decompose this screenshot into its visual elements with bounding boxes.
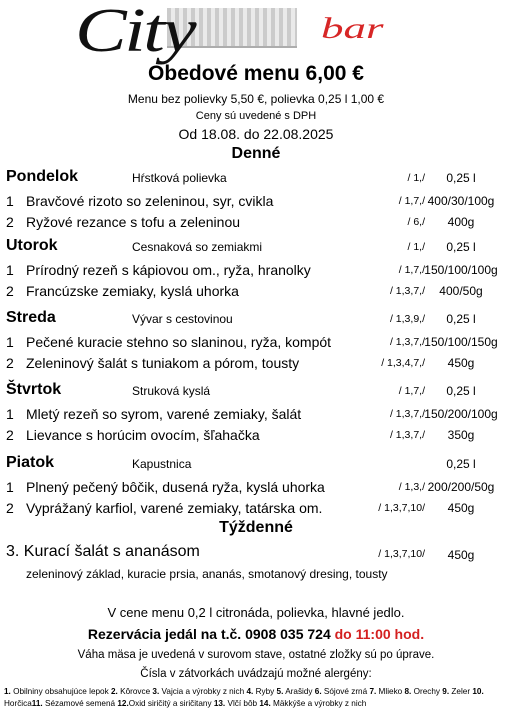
menu-item-number: 1 bbox=[6, 334, 14, 350]
weekly-heading: Týždenné bbox=[219, 519, 293, 536]
soup-name: Vývar s cestovinou bbox=[132, 312, 233, 326]
weekly-description: zeleninový základ, kuracie prsia, ananás, smotanový dresing, tousty bbox=[26, 567, 388, 581]
menu-item-qty: 450g bbox=[447, 501, 475, 515]
allergen-number: 10. bbox=[472, 687, 484, 696]
allergen-name: Ryby bbox=[253, 687, 277, 696]
menu-item-number: 2 bbox=[6, 283, 14, 299]
allergen-number: 8. bbox=[404, 687, 412, 696]
weekly-item-name: 3. Kurací šalát s ananásom bbox=[6, 543, 200, 560]
day-name: Streda bbox=[6, 309, 56, 326]
allergen-name: Horčica bbox=[4, 699, 32, 708]
menu-item-number: 2 bbox=[6, 500, 14, 516]
menu-item-name: Prírodný rezeň s kápiovou om., ryža, hranolky bbox=[26, 262, 311, 278]
soup-qty: 0,25 l bbox=[446, 457, 476, 471]
day-name: Štvrtok bbox=[6, 381, 62, 398]
menu-item-allergens: / 1,3,7,/ bbox=[389, 408, 425, 420]
allergen-number: 3. bbox=[152, 687, 160, 696]
soup-name: Struková kyslá bbox=[132, 384, 211, 398]
menu-item-qty: 150/100/100g bbox=[424, 263, 498, 277]
allergens-note: Čísla v zátvorkách uvádzajú možné alergény: bbox=[140, 668, 372, 680]
menu-item-allergens: / 1,3,7,/ bbox=[389, 285, 425, 297]
allergen-number: 6. bbox=[314, 687, 322, 696]
logo-bar-text: bar bbox=[321, 12, 384, 45]
menu-item bbox=[6, 427, 260, 443]
menu-item bbox=[6, 214, 240, 230]
menu-item-name: Francúzske zemiaky, kyslá uhorka bbox=[26, 283, 239, 299]
menu-item-qty: 200/200/50g bbox=[427, 480, 495, 494]
day-name: Utorok bbox=[6, 237, 58, 254]
menu-item-name: Zeleninový šalát s tuniakom a pórom, tousty bbox=[26, 355, 300, 371]
menu-includes-note: V cene menu 0,2 l citronáda, polievka, hlavné jedlo. bbox=[107, 605, 405, 620]
allergen-number: 2. bbox=[110, 687, 118, 696]
menu-item-qty: 350g bbox=[447, 428, 475, 442]
menu-item-name: Plnený pečený bôčik, dusená ryža, kyslá uhorka bbox=[26, 479, 325, 495]
soup-name: Cesnaková so zemiakmi bbox=[132, 240, 263, 254]
menu-item bbox=[6, 334, 331, 350]
allergen-number: 14. bbox=[259, 699, 271, 708]
menu-item-number: 1 bbox=[6, 406, 14, 422]
soup-name: Kapustnica bbox=[132, 457, 192, 471]
menu-item-qty: 450g bbox=[447, 356, 475, 370]
menu-item bbox=[6, 500, 322, 516]
menu-item-qty: 400/30/100g bbox=[427, 194, 495, 208]
menu-item-number: 2 bbox=[6, 355, 14, 371]
menu-item-qty: 150/200/100g bbox=[424, 407, 498, 421]
menu-item-allergens: / 1,3,/ bbox=[398, 481, 425, 493]
allergen-name: Oxid siričitý a siričitany bbox=[128, 699, 214, 708]
allergen-number: 1. bbox=[4, 687, 11, 696]
soup-qty: 0,25 l bbox=[446, 312, 476, 326]
day-name: Piatok bbox=[6, 454, 55, 471]
daily-heading: Denné bbox=[231, 145, 281, 162]
allergen-name: Arašidy bbox=[283, 687, 315, 696]
allergen-name: Sézamové semená bbox=[42, 699, 118, 708]
allergen-name: Zeler bbox=[449, 687, 473, 696]
menu-item-allergens: / 1,3,4,7,/ bbox=[381, 357, 425, 369]
menu-item-allergens: / 1,7,/ bbox=[398, 195, 425, 207]
allergen-name: Mäkkýše a výrobky z nich bbox=[270, 699, 367, 708]
allergen-name: Kôrovce bbox=[117, 687, 153, 696]
menu-item-name: Vyprážaný karfiol, varené zemiaky, tatárska om. bbox=[26, 500, 323, 516]
menu-item-number: 2 bbox=[6, 427, 14, 443]
menu-item-allergens: / 1,3,7,/ bbox=[389, 429, 425, 441]
allergen-name: Vlčí bôb bbox=[225, 699, 260, 708]
allergen-number: 9. bbox=[442, 687, 450, 696]
weekly-allergens: / 1,3,7,10/ bbox=[378, 548, 425, 560]
allergen-number: 13. bbox=[213, 699, 226, 708]
allergen-name: Vajcia a výrobky z nich bbox=[159, 687, 247, 696]
weekly-qty: 450g bbox=[447, 548, 475, 562]
menu-item bbox=[6, 406, 301, 422]
menu-item-number: 2 bbox=[6, 214, 14, 230]
allergen-number: 5. bbox=[276, 687, 284, 696]
soup-allergens: / 1,7,/ bbox=[398, 385, 425, 397]
allergen-list bbox=[4, 686, 510, 710]
price-info: Menu bez polievky 5,50 €, polievka 0,25 l 1,00 € bbox=[127, 92, 385, 106]
menu-item-name: Lievance s horúcim ovocím, šľahačka bbox=[26, 427, 260, 443]
menu-item bbox=[6, 479, 325, 495]
reservation-deadline: do 11:00 hod. bbox=[334, 626, 425, 642]
vat-note: Ceny sú uvedené s DPH bbox=[195, 110, 317, 122]
menu-item bbox=[6, 283, 239, 299]
allergen-name: Sójové zrná bbox=[321, 687, 370, 696]
menu-item-name: Pečené kuracie stehno so slaninou, ryža, kompót bbox=[26, 334, 332, 350]
soup-allergens: / 1,/ bbox=[407, 241, 425, 253]
allergen-name: Obilniny obsahujúce lepok bbox=[10, 687, 111, 696]
menu-title: Obedové menu 6,00 € bbox=[148, 62, 364, 85]
soup-qty: 0,25 l bbox=[446, 384, 476, 398]
menu-item-name: Bravčové rizoto so zeleninou, syr, cvikla bbox=[26, 193, 274, 209]
menu-item-qty: 400g bbox=[447, 215, 475, 229]
logo-city-text: City bbox=[75, 0, 195, 65]
menu-item-qty: 400/50g bbox=[439, 284, 483, 298]
soup-allergens: / 1,3,9,/ bbox=[389, 313, 425, 325]
allergen-name: Mlieko bbox=[376, 687, 405, 696]
date-range: Od 18.08. do 22.08.2025 bbox=[178, 126, 334, 142]
menu-item-number: 1 bbox=[6, 193, 14, 209]
soup-name: Hŕstková polievka bbox=[132, 171, 227, 185]
reservation-phone: Rezervácia jedál na t.č. 0908 035 724 bbox=[87, 626, 331, 642]
menu-item-allergens: / 1,3,7,10/ bbox=[378, 502, 425, 514]
city-bar-logo bbox=[75, 0, 455, 65]
menu-item bbox=[6, 262, 311, 278]
menu-item bbox=[6, 193, 273, 209]
menu-item-number: 1 bbox=[6, 262, 14, 278]
menu-item bbox=[6, 355, 299, 371]
allergen-name: Orechy bbox=[411, 687, 443, 696]
menu-item-allergens: / 1,3,7,/ bbox=[389, 336, 425, 348]
soup-qty: 0,25 l bbox=[446, 171, 476, 185]
allergen-number: 4. bbox=[246, 687, 254, 696]
allergen-number: 12. bbox=[117, 699, 129, 708]
menu-item-allergens: / 1,7,/ bbox=[398, 264, 425, 276]
menu-item-name: Ryžové rezance s tofu a zeleninou bbox=[26, 214, 241, 230]
allergen-number: 11. bbox=[31, 699, 43, 708]
weight-note: Váha mäsa je uvedená v surovom stave, ostatné zložky sú po úprave. bbox=[77, 649, 435, 661]
allergen-number: 7. bbox=[369, 687, 377, 696]
day-name: Pondelok bbox=[6, 168, 79, 185]
menu-item-number: 1 bbox=[6, 479, 14, 495]
menu-item-name: Mletý rezeň so syrom, varené zemiaky, šalát bbox=[26, 406, 302, 422]
soup-allergens: / 1,/ bbox=[407, 172, 425, 184]
menu-item-qty: 150/100/150g bbox=[424, 335, 498, 349]
reservation-line bbox=[0, 626, 512, 642]
menu-item-allergens: / 6,/ bbox=[407, 216, 425, 228]
soup-qty: 0,25 l bbox=[446, 240, 476, 254]
